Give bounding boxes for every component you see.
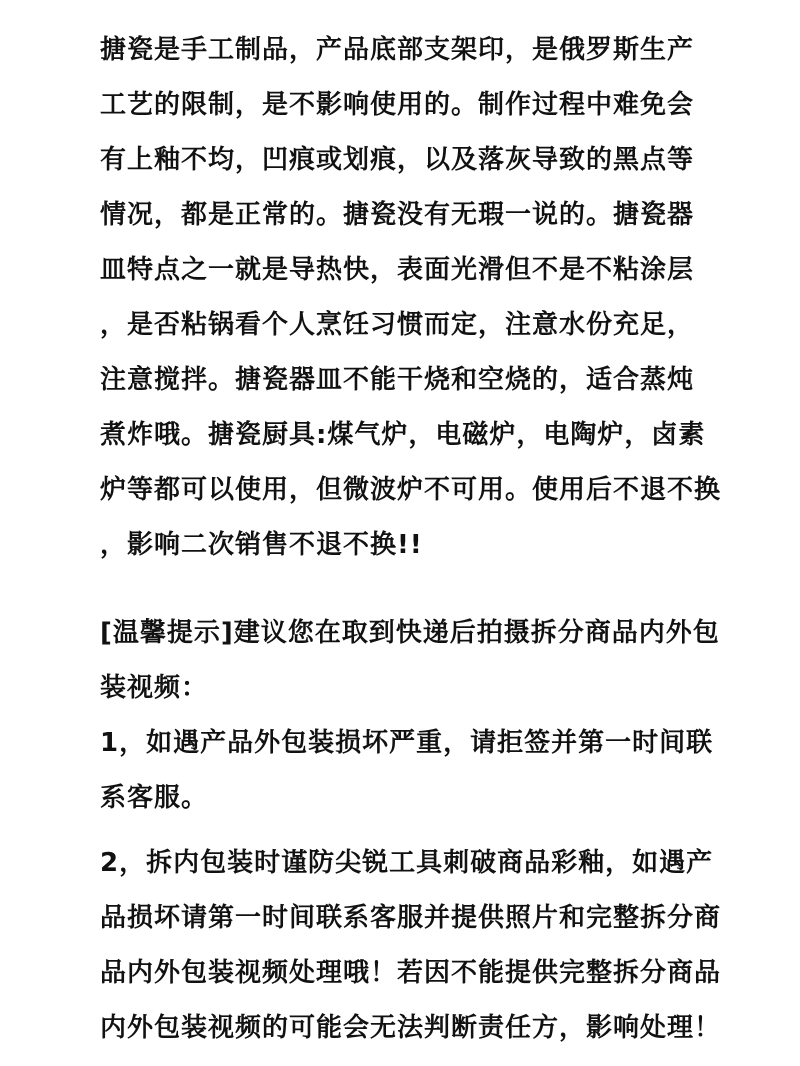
paragraph-1-line-7: 注意搅拌。搪瓷器皿不能干烧和空烧的，适合蒸炖 (100, 365, 695, 395)
paragraph-1-line-3: 有上釉不均，凹痕或划痕，以及落灰导致的黑点等 (100, 145, 695, 175)
tip-heading-line-1: [温馨提示]建议您在取到快递后拍摄拆分商品内外包 (100, 618, 720, 648)
paragraph-1-line-2: 工艺的限制，是不影响使用的。制作过程中难免会 (100, 90, 695, 120)
paragraph-1-line-1: 搪瓷是手工制品，产品底部支架印，是俄罗斯生产 (100, 35, 695, 65)
paragraph-1-line-5: 皿特点之一就是导热快，表面光滑但不是不粘涂层 (100, 255, 695, 285)
tip-2-line-1: 2，拆内包装时谨防尖锐工具刺破商品彩釉，如遇产 (100, 848, 714, 878)
paragraph-1-line-8: 煮炸哦。搪瓷厨具:煤气炉，电磁炉，电陶炉，卤素 (100, 420, 706, 450)
tip-1-line-2: 系客服。 (100, 783, 209, 813)
tip-2-line-3: 品内外包装视频处理哦！若因不能提供完整拆分商品 (100, 958, 722, 988)
paragraph-1-line-10: ，影响二次销售不退不换!! (100, 530, 423, 560)
paragraph-1-line-6: ，是否粘锅看个人烹饪习惯而定，注意水份充足， (100, 310, 695, 340)
paragraph-1-line-4: 情况，都是正常的。搪瓷没有无瑕一说的。搪瓷器 (100, 200, 695, 230)
tip-2-line-4: 内外包装视频的可能会无法判断责任方，影响处理！ (100, 1013, 722, 1043)
tip-heading-line-2: 装视频： (100, 673, 209, 703)
tip-1-line-1: 1，如遇产品外包装损坏严重，请拒签并第一时间联 (100, 728, 714, 758)
paragraph-1-line-9: 炉等都可以使用，但微波炉不可用。使用后不退不换 (100, 475, 722, 505)
tip-2-line-2: 品损坏请第一时间联系客服并提供照片和完整拆分商 (100, 903, 722, 933)
